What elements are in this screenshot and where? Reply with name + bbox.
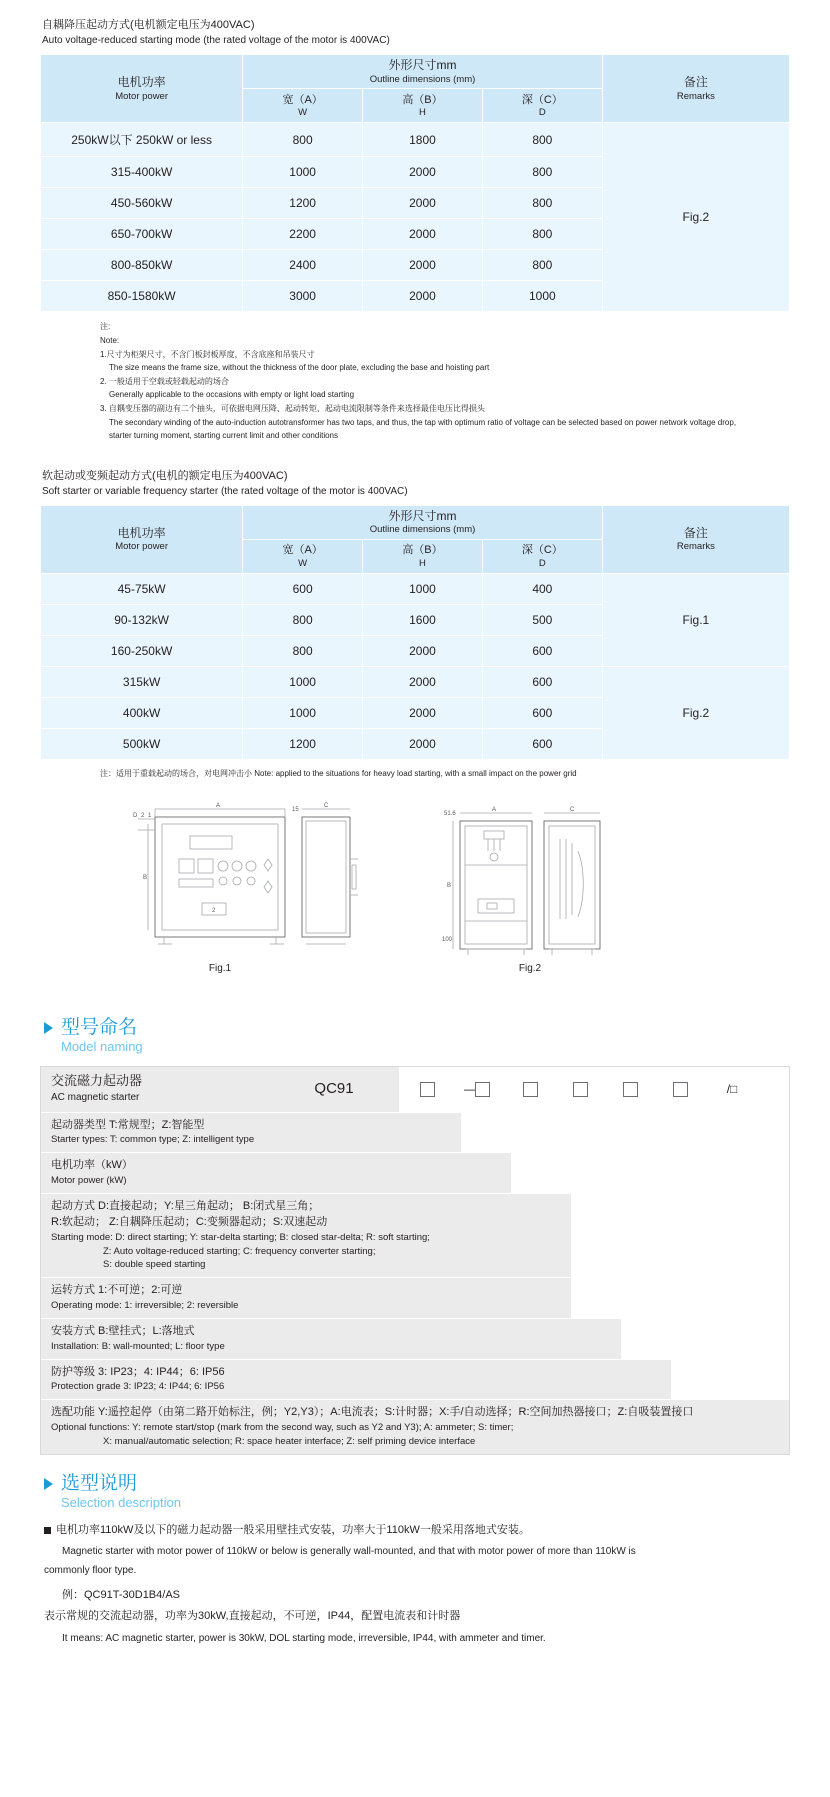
naming-row-motor-power: 电机功率（kW） Motor power (kW)	[41, 1153, 789, 1194]
cell-power: 650-700kW	[41, 219, 243, 250]
cell-width: 1200	[243, 188, 363, 219]
header-depth: 深（C） D	[482, 540, 602, 574]
naming-product-label: 交流磁力起动器 AC magnetic starter QC91	[41, 1067, 399, 1112]
cell-remark: Fig.1	[602, 574, 789, 667]
selection-example-code: 例：QC91T-30D1B4/AS	[62, 1588, 180, 1601]
cell-depth: 800	[482, 188, 602, 219]
cell-power: 160-250kW	[41, 636, 243, 667]
cell-power: 500kW	[41, 729, 243, 760]
naming-row-starting-mode: 起动方式 D:直接起动；Y:星三角起动； B:闭式星三角； R:软起动； Z:自耦降压起动；C:变频器起动；S:双速起动 Starting mode: D: direct starting; Y: star-delta starting; B: closed star-delta; R: soft starting; Z: Auto voltage-reduced starting; C: frequency converter starting; S: double speed starting	[41, 1194, 789, 1278]
cell-depth: 600	[482, 636, 602, 667]
section1-caption-cn: 自耦降压起动方式(电机额定电压为400VAC)	[42, 19, 255, 31]
header-motor-power: 电机功率 Motor power	[41, 506, 243, 574]
cell-depth: 600	[482, 698, 602, 729]
selection-description-body	[44, 1521, 786, 1647]
model-code: QC91	[279, 1078, 389, 1100]
section2-caption-cn: 软起动或变频起动方式(电机的额定电压为400VAC)	[42, 469, 288, 482]
cell-depth: 600	[482, 729, 602, 760]
note-line: 1.尺寸为柜架尺寸，不含门板封板厚度，不含底座和吊装尺寸	[100, 349, 315, 359]
section1-caption	[42, 18, 790, 48]
selection-paragraph-1-cn: 电机功率110kW及以下的磁力起动器一般采用壁挂式安装，功率大于110kW一般采用落地式安装。	[44, 1521, 786, 1540]
selection-description-heading	[44, 1473, 790, 1512]
cell-height: 2000	[363, 188, 483, 219]
cell-height: 1600	[363, 605, 483, 636]
svg-text:D: D	[133, 812, 138, 819]
code-box-optional[interactable]: /□	[726, 1082, 738, 1097]
selection-example-en: It means: AC magnetic starter, power is 30kW, DOL starting mode, irreversible, IP44, with ammeter and timer.	[62, 1633, 546, 1645]
code-dash: —	[464, 1082, 476, 1097]
svg-text:15: 15	[292, 806, 299, 813]
naming-row-installation: 安装方式 B:壁挂式；L:落地式 Installation: B: wall-mounted; L: floor type	[41, 1319, 789, 1360]
naming-row-starter-type: 起动器类型 T:常规型；Z:智能型 Starter types: T: common type; Z: intelligent type	[41, 1113, 789, 1154]
note-line: 3. 自耦变压器的副边有二个抽头，可依据电网压降、起动转矩、起动电流限制等条件来选择最佳电压比得损头	[100, 404, 485, 413]
header-height: 高（B） H	[363, 89, 483, 123]
naming-row-product	[41, 1067, 789, 1113]
note-line: Generally applicable to the occasions with empty or light load starting	[109, 390, 355, 400]
cell-height: 2000	[363, 157, 483, 188]
cell-height: 2000	[363, 698, 483, 729]
cell-power: 400kW	[41, 698, 243, 729]
svg-text:100: 100	[442, 936, 453, 943]
header-outline-dimensions: 外形尺寸mm Outline dimensions (mm)	[243, 506, 603, 540]
cell-power: 450-560kW	[41, 188, 243, 219]
cell-depth: 400	[482, 574, 602, 605]
table-header-row	[41, 506, 790, 540]
cell-width: 1000	[243, 157, 363, 188]
selection-paragraph-1-en-cont: commonly floor type.	[44, 1565, 137, 1577]
cell-width: 3000	[243, 281, 363, 312]
fig1-caption: Fig.1	[208, 962, 232, 974]
selection-title-en: Selection description	[61, 1494, 181, 1510]
header-outline-dimensions: 外形尺寸mm Outline dimensions (mm)	[243, 55, 603, 89]
cell-height: 2000	[363, 636, 483, 667]
section1-table	[40, 54, 790, 312]
cell-height: 1800	[363, 123, 483, 157]
code-box-1[interactable]	[420, 1082, 435, 1097]
cell-depth: 1000	[482, 281, 602, 312]
section1-caption-en: Auto voltage-reduced starting mode (the rated voltage of the motor is 400VAC)	[42, 34, 390, 46]
table-header-row	[41, 55, 790, 89]
model-naming-title-cn: 型号命名	[61, 1016, 138, 1038]
naming-code-boxes	[399, 1067, 789, 1112]
header-width: 宽（A） W	[243, 540, 363, 574]
selection-example-cn: 表示常规的交流起动器，功率为30kW,直接起动，不可逆，IP44，配置电流表和计时器	[44, 1609, 461, 1622]
cell-power: 315kW	[41, 667, 243, 698]
cell-width: 1200	[243, 729, 363, 760]
code-box-3[interactable]	[523, 1082, 538, 1097]
cell-remark: Fig.2	[602, 123, 789, 312]
header-motor-power: 电机功率 Motor power	[41, 55, 243, 123]
svg-text:A: A	[492, 806, 497, 813]
model-naming-title-en: Model naming	[61, 1038, 143, 1054]
section2-table	[40, 505, 790, 760]
selection-title-cn: 选型说明	[61, 1472, 138, 1494]
cell-power: 250kW以下 250kW or less	[41, 123, 243, 157]
cell-width: 800	[243, 605, 363, 636]
cell-power: 45-75kW	[41, 574, 243, 605]
note-line: Note: applied to the situations for heavy load starting, with a small impact on the power grid	[254, 769, 577, 779]
code-box-4[interactable]	[573, 1082, 588, 1097]
model-naming-block	[40, 1066, 790, 1455]
cell-height: 2000	[363, 250, 483, 281]
header-remarks: 备注 Remarks	[602, 55, 789, 123]
cell-height: 1000	[363, 574, 483, 605]
cell-height: 2000	[363, 281, 483, 312]
svg-text:51.6: 51.6	[444, 810, 456, 817]
triangle-bullet-icon	[44, 1022, 53, 1034]
triangle-bullet-icon	[44, 1478, 53, 1490]
drawing-svg	[40, 799, 790, 984]
cell-height: 2000	[363, 219, 483, 250]
note-line: The secondary winding of the auto-induction autotransformer has two taps, and thus, the tap with optimum ratio of voltage can be selected based on power network voltage drop,	[109, 417, 737, 427]
cell-depth: 800	[482, 123, 602, 157]
cell-width: 800	[243, 636, 363, 667]
section1-notes	[100, 320, 790, 442]
svg-text:2: 2	[141, 812, 145, 819]
technical-drawings	[40, 799, 790, 999]
cell-width: 2200	[243, 219, 363, 250]
note-line: Note:	[100, 336, 120, 346]
svg-text:C: C	[324, 802, 329, 809]
cell-power: 800-850kW	[41, 250, 243, 281]
svg-text:1: 1	[148, 812, 152, 819]
svg-text:B: B	[447, 882, 452, 889]
header-width: 宽（A） W	[243, 89, 363, 123]
header-remarks: 备注 Remarks	[602, 506, 789, 574]
cell-height: 2000	[363, 667, 483, 698]
code-box-2[interactable]	[475, 1082, 490, 1097]
cell-width: 2400	[243, 250, 363, 281]
cell-depth: 800	[482, 250, 602, 281]
note-line: 注:	[100, 322, 111, 332]
note-line: 注：适用于重载起动的场合，对电网冲击小	[100, 769, 252, 779]
naming-row-optional-functions: 选配功能 Y:遥控起停（由第二路开始标注，例；Y2,Y3）；A:电流表；S:计时器；X:手/自动选择；R:空间加热器接口；Z:自吸装置接口 Optional functions: Y: remote start/stop (mark from the second way, such as Y2 and Y3); A: ammeter; S: timer; X: manual/automatic selection; R: space heater interface; Z: self priming device interface	[41, 1400, 789, 1453]
cell-depth: 800	[482, 219, 602, 250]
svg-text:B: B	[143, 874, 148, 881]
cell-depth: 600	[482, 667, 602, 698]
square-bullet-icon	[44, 1527, 51, 1534]
cell-width: 1000	[243, 667, 363, 698]
cell-width: 600	[243, 574, 363, 605]
table-row	[41, 574, 790, 605]
section2-caption	[42, 469, 790, 499]
cell-width: 800	[243, 123, 363, 157]
cell-height: 2000	[363, 729, 483, 760]
fig2-caption: Fig.2	[518, 962, 542, 974]
note-line: The size means the frame size, without the thickness of the door plate, excluding the base and hoisting part	[109, 363, 490, 373]
svg-text:A: A	[216, 802, 221, 809]
note-line: 2. 一般适用于空载或轻载起动的场合	[100, 376, 229, 386]
svg-text:2: 2	[212, 907, 216, 914]
note-line: starter turning moment, starting current limit and other conditions	[109, 431, 338, 441]
svg-text:C: C	[570, 806, 575, 813]
cell-power: 850-1580kW	[41, 281, 243, 312]
cell-remark: Fig.2	[602, 667, 789, 760]
selection-paragraph-1-en: Magnetic starter with motor power of 110kW or below is generally wall-mounted, and that with motor power of more than 110kW is	[62, 1545, 636, 1557]
section2-notes	[100, 767, 790, 781]
model-naming-heading	[44, 1017, 790, 1056]
section2-caption-en: Soft starter or variable frequency starter (the rated voltage of the motor is 400VAC)	[42, 485, 408, 497]
code-box-5[interactable]	[623, 1082, 638, 1097]
cell-power: 315-400kW	[41, 157, 243, 188]
code-box-6[interactable]	[673, 1082, 688, 1097]
cell-depth: 800	[482, 157, 602, 188]
cell-width: 1000	[243, 698, 363, 729]
header-depth: 深（C） D	[482, 89, 602, 123]
header-height: 高（B） H	[363, 540, 483, 574]
naming-row-operating-mode: 运转方式 1:不可逆；2:可逆 Operating mode: 1: irreversible; 2: reversible	[41, 1278, 789, 1319]
cell-power: 90-132kW	[41, 605, 243, 636]
cell-depth: 500	[482, 605, 602, 636]
naming-row-protection-grade: 防护等级 3: IP23；4: IP44；6: IP56 Protection grade 3: IP23; 4: IP44; 6: IP56	[41, 1360, 789, 1401]
table-row	[41, 667, 790, 698]
table-row	[41, 123, 790, 157]
